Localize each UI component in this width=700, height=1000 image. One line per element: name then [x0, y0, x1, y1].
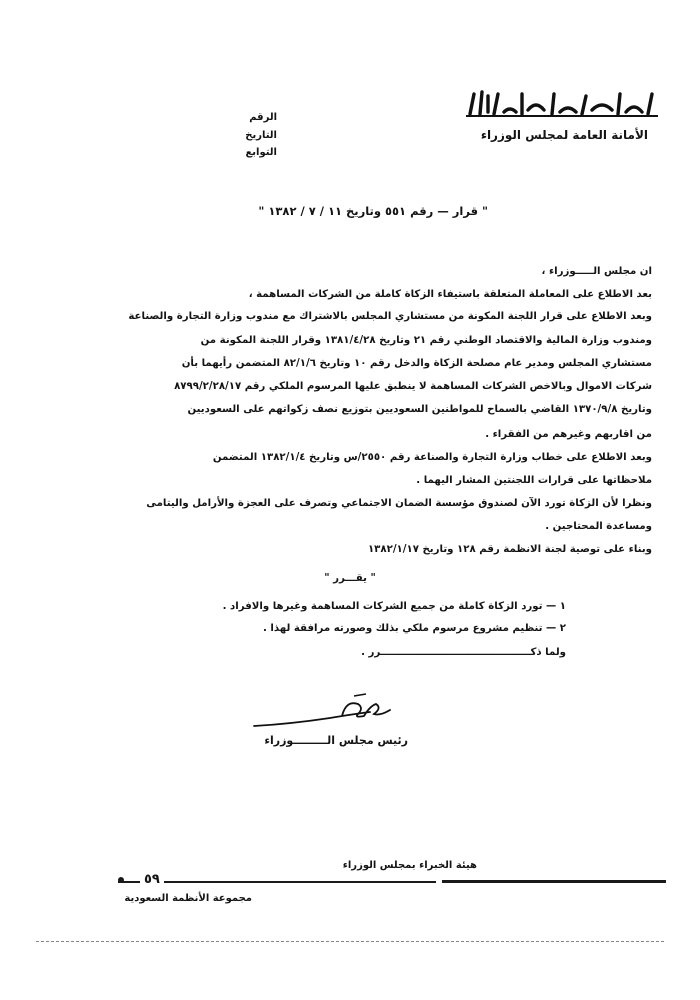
- footer-authority: هيئة الخبراء بمجلس الوزراء: [342, 860, 477, 871]
- body-line: ان مجلس الـــــوزراء ،: [541, 266, 652, 277]
- decision-item-2: ٢ — تنظيم مشروع مرسوم ملكي بذلك وصورته مرافقة لهذا .: [262, 623, 566, 634]
- body-line: من اقاربهم وغيرهم من الفقراء .: [485, 429, 652, 440]
- kingdom-logo: [462, 88, 662, 120]
- body-line: ونظرا لأن الزكاة تورد الآن لصندوق مؤسسة الضمان الاجتماعي وتصرف على العجزة والأرامل واليتامى: [146, 498, 652, 509]
- ref-attachments-label: التوابع: [245, 147, 277, 158]
- body-line: ملاحظاتها على قرارات اللجنتين المشار اليهما .: [416, 475, 652, 486]
- body-line: مستشاري المجلس ومدير عام مصلحة الزكاة والدخل رقم ١٠ وتاريخ ٨٢/١/٦ المتضمن رأيهما بأن: [181, 358, 652, 369]
- body-line: وبعد الاطلاع على خطاب وزارة التجارة والصناعة رقم ٢٥٥٠/س وتاريخ ١٣٨٢/١/٤ المتضمن: [212, 452, 652, 463]
- body-line: بعد الاطلاع على المعاملة المتعلقة باستيفاء الزكاة كاملة من الشركات المساهمة ،: [248, 289, 652, 300]
- department-name: الأمانة العامة لمجلس الوزراء: [480, 128, 648, 142]
- decision-item-1: ١ — تورد الزكاة كاملة من جميع الشركات المساهمة وغيرها والافراد .: [222, 601, 566, 612]
- ref-number-label: الرقم: [249, 112, 277, 123]
- body-line: وتاريخ ١٣٧٠/٩/٨ القاضي بالسماح للمواطنين السعوديين بتوزيع نصف زكواتهم على السعوديين: [187, 404, 652, 415]
- body-line: وبعد الاطلاع على قرار اللجنة المكونة من مستشاري المجلس بالاشتراك مع مندوب وزارة التجارة والصناعة: [128, 311, 652, 322]
- ref-date-label: التاريخ: [245, 130, 277, 141]
- body-line: شركات الاموال وبالاخص الشركات المساهمة لا ينطبق عليها المرسوم الملكي رقم ٨٧٩٩/٢/٢٨/١٧: [174, 381, 652, 392]
- body-line: ومندوب وزارة المالية والاقتصاد الوطني رقم ٢١ وتاريخ ١٣٨١/٤/٢٨ وقرار اللجنة المكونة من: [200, 335, 652, 346]
- footer-rule-right: [442, 880, 666, 883]
- page-number: ٥٩: [140, 872, 164, 887]
- decides-label: " يقـــرر ": [324, 573, 376, 584]
- signature: [250, 688, 400, 734]
- footer-collection: مجموعة الأنظمة السعودية: [124, 893, 252, 904]
- body-line: وبناء على توصية لجنة الانظمة رقم ١٢٨ وتاريخ ١٣٨٢/١/١٧: [367, 544, 652, 555]
- decision-heading: " قرار — رقم ٥٥١ وتاريخ ١١ / ٧ / ١٣٨٢ ": [258, 204, 488, 218]
- body-line: ومساعدة المحتاجين .: [545, 521, 652, 532]
- signature-role: رئيس مجلس الـــــــــوزراء: [264, 734, 408, 747]
- closing-line: ولما ذكـــــــــــــــــــــــــــــــــــــــــــرر .: [361, 647, 566, 658]
- bottom-rule: [36, 941, 664, 942]
- footer-rule-left: [118, 881, 436, 883]
